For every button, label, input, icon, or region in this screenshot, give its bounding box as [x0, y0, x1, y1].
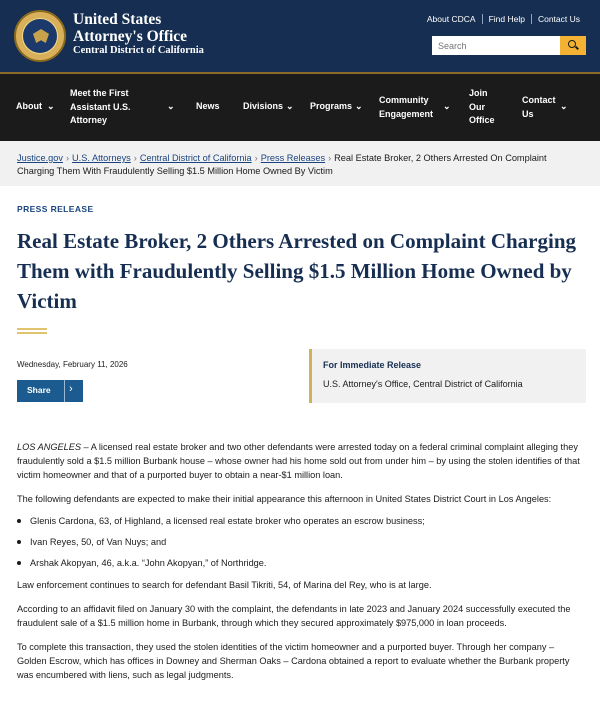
site-title-line2[interactable]: Attorney's Office [73, 28, 188, 45]
nav-programs[interactable]: Programs [310, 101, 353, 111]
find-help-link[interactable]: Find Help [482, 14, 531, 24]
site-title-line1[interactable]: United States [73, 11, 162, 28]
chevron-down-icon: ⌄ [167, 101, 175, 111]
chevron-down-icon: ⌄ [47, 101, 55, 111]
main-navigation [0, 72, 600, 141]
utility-links [421, 14, 586, 24]
paragraph: According to an affidavit filed on January 30 with the complaint, the defendants in late 2023 and January 2024 successfully executed the fraudulent sale of a $1.5 million home in Burbank, through which they secured approximately $975,000 in loan proceeds. [17, 604, 571, 628]
chevron-down-icon: ⌄ [443, 101, 451, 111]
contact-us-link[interactable]: Contact Us [531, 14, 586, 24]
share-label: Share [27, 385, 51, 395]
title-divider [17, 332, 47, 334]
release-heading: For Immediate Release [323, 360, 422, 370]
immediate-release-box [309, 349, 586, 403]
dateline: LOS ANGELES [17, 442, 81, 452]
breadcrumb-us-attorneys[interactable]: U.S. Attorneys [72, 153, 131, 163]
article-body [17, 440, 582, 692]
breadcrumb-current: Real Estate Broker, 2 Others Arrested On Complaint Charging Them With Fraudulently Selling $1.5 Million Home Owned By Victim [17, 153, 547, 176]
defendant-list [17, 514, 582, 570]
doj-seal-logo[interactable] [14, 10, 66, 62]
nav-contact-us[interactable]: Contact Us [522, 95, 556, 119]
press-release-label: PRESS RELEASE [17, 204, 94, 214]
paragraph: LOS ANGELES – A licensed real estate broker and two other defendants were arrested today on a federal criminal complaint alleging they fraudulently sold a $1.5 million Burbank house – whose owner had his home sold out from under him – by using the stolen identifies of that victim homeowner and that of a purported buyer to obtain a near-$1 million loan. [17, 442, 580, 480]
list-item: Glenis Cardona, 63, of Highland, a licensed real estate broker who operates an escrow business; [17, 514, 582, 528]
breadcrumb-central-district[interactable]: Central District of California [139, 153, 252, 163]
chevron-right-icon: › [69, 383, 73, 395]
list-item: Arshak Akopyan, 46, a.k.a. “John Akopyan,” of Northridge. [17, 556, 582, 570]
chevron-right-icon: › [133, 153, 137, 163]
paragraph: The following defendants are expected to make their initial appearance this afternoon in United States District Court in Los Angeles: [17, 494, 552, 504]
nav-join-our-office[interactable]: Join Our Office [469, 88, 495, 125]
breadcrumb-justice-gov[interactable]: Justice.gov [17, 153, 63, 163]
search-button[interactable] [560, 36, 586, 55]
title-divider [17, 328, 47, 330]
list-item: Ivan Reyes, 50, of Van Nuys; and [17, 535, 582, 549]
chevron-right-icon: › [328, 153, 332, 163]
nav-community-engagement[interactable]: Community Engagement [379, 95, 434, 119]
chevron-right-icon: › [254, 153, 258, 163]
breadcrumb-press-releases[interactable]: Press Releases [260, 153, 326, 163]
release-date: Wednesday, February 11, 2026 [17, 360, 128, 369]
chevron-down-icon: ⌄ [560, 101, 568, 111]
about-cdca-link[interactable]: About CDCA [426, 14, 476, 24]
nav-divisions[interactable]: Divisions [243, 101, 284, 111]
nav-news[interactable]: News [196, 101, 220, 111]
search-box [432, 36, 586, 55]
release-office: U.S. Attorney's Office, Central District of California [323, 379, 523, 389]
page-title: Real Estate Broker, 2 Others Arrested on Complaint Charging Them with Fraudulently Selling $1.5 Million Home Owned by Victim [17, 229, 577, 313]
chevron-down-icon: ⌄ [355, 101, 363, 111]
site-subtitle[interactable]: Central District of California [73, 45, 204, 56]
chevron-right-icon: › [65, 153, 70, 163]
breadcrumb [0, 141, 600, 186]
paragraph: Law enforcement continues to search for defendant Basil Tikriti, 54, of Marina del Rey, who is at large. [17, 580, 432, 590]
share-button[interactable] [17, 380, 83, 402]
chevron-down-icon: ⌄ [286, 101, 294, 111]
site-header [0, 0, 600, 72]
nav-about[interactable]: About [16, 101, 42, 111]
paragraph: To complete this transaction, they used the stolen identities of the victim homeowner and a purported buyer. Through her company – Golden Escrow, which has offices in Downey and Sherman Oaks – Cardona obtained a report to evaluate whether the Burbank property was encumbered with liens, such as legal judgments. [17, 642, 570, 680]
search-input[interactable] [432, 36, 560, 55]
nav-meet-first-assistant[interactable]: Meet the First Assistant U.S. Attorney [70, 88, 131, 125]
